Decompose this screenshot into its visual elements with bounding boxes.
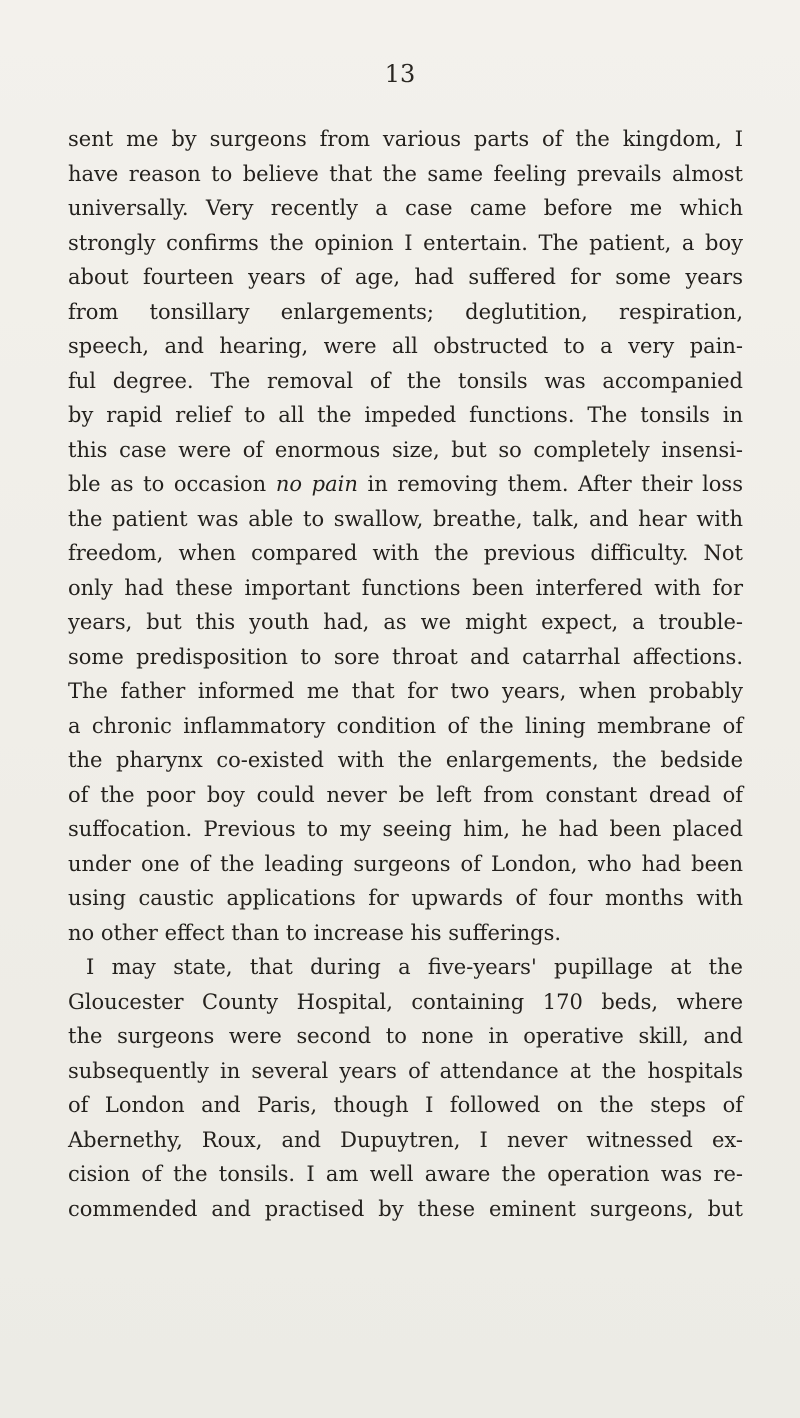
text-line: no other effect than to increase his sufferings. (68, 920, 562, 945)
text-line: Abernethy, Roux, and Dupuytren, I never witnessed ex- (68, 1127, 743, 1152)
page-number: 13 (384, 60, 416, 88)
text-line: subsequently in several years of attendance at the hospitals (68, 1058, 743, 1083)
text-line: the pharynx co-existed with the enlargements, the bedside (68, 748, 743, 772)
text-line: by rapid relief to all the impeded functions. The tonsils in (68, 403, 743, 427)
text-line-mixed (68, 467, 743, 502)
text-line: strongly confirms the opinion I entertain. The patient, a boy (68, 230, 743, 255)
text-line: sent me by surgeons from various parts of the kingdom, I (68, 127, 743, 151)
text-segment: ble as to occasion (68, 472, 276, 496)
text-line: using caustic applications for upwards of four months with (68, 886, 743, 910)
text-line: only had these important functions been interfered with for (68, 575, 743, 600)
text-line: ful degree. The removal of the tonsils was accompanied (68, 368, 743, 393)
text-line: freedom, when compared with the previous difficulty. Not (68, 541, 743, 565)
body-text (68, 122, 743, 1226)
italic-emphasis: no pain (275, 472, 358, 496)
text-line: under one of the leading surgeons of London, who had been (68, 851, 743, 876)
text-line: commended and practised by these eminent surgeons, but (68, 1196, 743, 1221)
text-line: the surgeons were second to none in operative skill, and (68, 1024, 743, 1048)
text-line: I may state, that during a five-years' pupillage at the (86, 955, 743, 979)
text-line: universally. Very recently a case came before me which (68, 196, 743, 220)
text-line: from tonsillary enlargements; deglutition, respiration, (68, 299, 743, 324)
text-line: this case were of enormous size, but so completely insensi- (68, 437, 743, 462)
text-line: cision of the tonsils. I am well aware the operation was re- (68, 1162, 743, 1186)
text-line: The father informed me that for two years, when probably (68, 679, 743, 703)
text-line: suffocation. Previous to my seeing him, he had been placed (68, 817, 743, 841)
text-line: of London and Paris, though I followed on the steps of (68, 1093, 743, 1117)
text-line: years, but this youth had, as we might expect, a trouble- (68, 610, 743, 634)
text-line: of the poor boy could never be left from constant dread of (68, 782, 743, 807)
text-line: the patient was able to swallow, breathe, talk, and hear with (68, 506, 743, 531)
text-line: have reason to believe that the same feeling prevails almost (68, 161, 743, 186)
text-line: Gloucester County Hospital, containing 170 beds, where (68, 989, 743, 1014)
text-line: some predisposition to sore throat and catarrhal affections. (68, 644, 743, 669)
text-segment: in removing them. After their loss (357, 472, 743, 496)
text-line: speech, and hearing, were all obstructed to a very pain- (68, 334, 743, 358)
text-line: a chronic inflammatory condition of the lining membrane of (68, 713, 743, 738)
text-line: about fourteen years of age, had suffered for some years (68, 265, 743, 289)
